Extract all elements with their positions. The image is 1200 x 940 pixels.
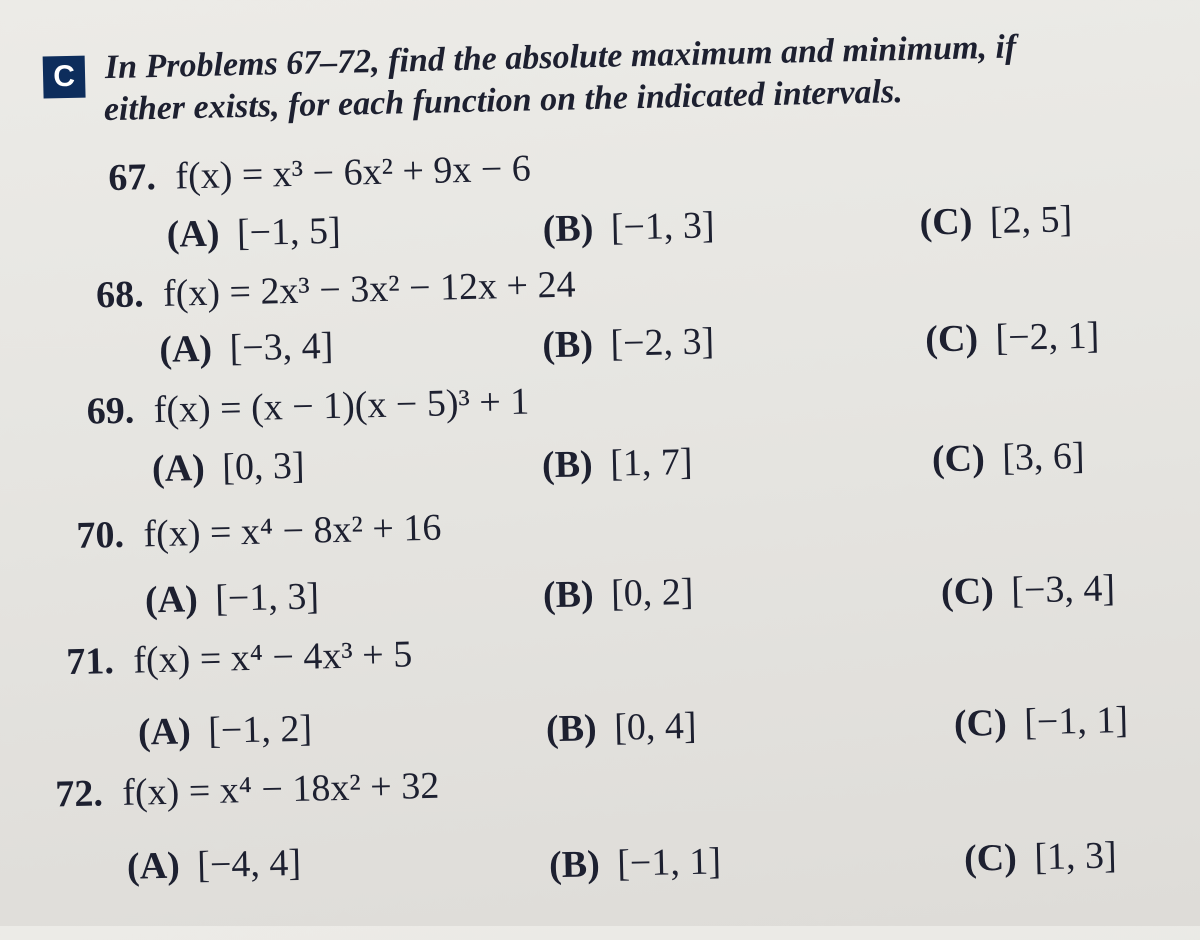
problem-69-option-c [932,434,1086,481]
problem-67 [108,147,531,201]
option-interval: [1, 7] [609,440,693,485]
option-label: (C) [953,701,1008,746]
problem-72-option-b [549,839,722,887]
problem-function: f(x) = x⁴ − 18x² + 32 [121,764,440,814]
problem-68-option-c [925,314,1100,362]
problem-number: 69. [86,389,135,433]
problem-68-option-b [542,319,715,367]
problem-number: 71. [65,640,115,684]
option-interval: [0, 2] [610,570,694,615]
problem-70-option-a [145,574,320,622]
problem-number: 67. [107,156,157,200]
option-interval: [−2, 3] [609,320,715,365]
option-label: (C) [963,836,1018,880]
option-label: (A) [144,578,199,622]
problem-function: f(x) = (x − 1)(x − 5)³ + 1 [153,380,530,432]
problem-67-option-b [542,203,715,251]
problem-number: 68. [95,273,145,317]
option-label: (A) [126,844,181,888]
option-label: (C) [931,437,986,481]
option-label: (B) [541,443,594,487]
option-interval: [1, 3] [1033,834,1118,879]
option-label: (A) [151,446,206,491]
problem-69-option-a [152,444,306,491]
problem-function: f(x) = x⁴ − 4x³ + 5 [132,633,413,682]
problem-69 [86,380,530,434]
option-label: (B) [542,207,594,251]
problem-70-option-c [941,566,1116,614]
option-label: (C) [940,570,995,614]
option-label: (A) [166,212,220,256]
option-interval: [−4, 4] [196,841,302,887]
option-interval: [−1, 3] [610,204,716,249]
problem-number: 70. [76,513,125,557]
instructions-line-1: In Problems 67–72, find the absolute maximum and minimum, if [104,28,1017,87]
problem-function: f(x) = 2x³ − 3x² − 12x + 24 [162,263,576,315]
difficulty-badge: C [43,56,86,99]
option-label: (A) [137,710,192,754]
option-interval: [−2, 1] [995,314,1100,359]
option-label: (A) [158,327,213,371]
problem-68 [96,263,576,318]
problem-function: f(x) = x⁴ − 8x² + 16 [143,506,442,556]
option-label: (B) [541,323,594,367]
option-interval: [2, 5] [989,198,1073,243]
problem-70 [76,506,442,558]
problem-71 [66,632,413,684]
option-interval: [−3, 4] [229,325,334,370]
problem-71-option-a [137,707,312,755]
problem-70-option-b [542,570,693,617]
problem-function: f(x) = x³ − 6x² + 9x − 6 [174,147,532,198]
problem-72 [55,764,440,817]
problem-68-option-a [159,324,334,372]
problem-71-option-c [954,698,1129,746]
option-interval: [−1, 2] [207,707,313,752]
instructions-line-2: either exists, for each function on the indicated intervals. [103,73,904,129]
option-interval: [0, 3] [221,444,306,489]
option-label: (B) [545,707,598,751]
problem-71-option-b [546,704,697,751]
problem-72-option-a [127,841,302,889]
option-interval: [−3, 4] [1010,567,1116,612]
option-label: (B) [548,843,601,887]
option-label: (C) [924,317,979,361]
option-interval: [−1, 5] [236,209,342,255]
option-interval: [3, 6] [1001,435,1086,479]
option-interval: [−1, 3] [214,575,320,620]
problem-67-option-c [919,197,1073,244]
problem-72-option-c [964,833,1118,880]
option-label: (C) [919,200,973,244]
problem-number: 72. [54,772,104,816]
problem-67-option-a [166,209,341,257]
option-interval: [0, 4] [613,704,697,749]
option-interval: [−1, 1] [616,840,722,885]
problem-69-option-b [542,440,693,487]
option-interval: [−1, 1] [1023,699,1129,744]
option-label: (B) [542,573,595,617]
